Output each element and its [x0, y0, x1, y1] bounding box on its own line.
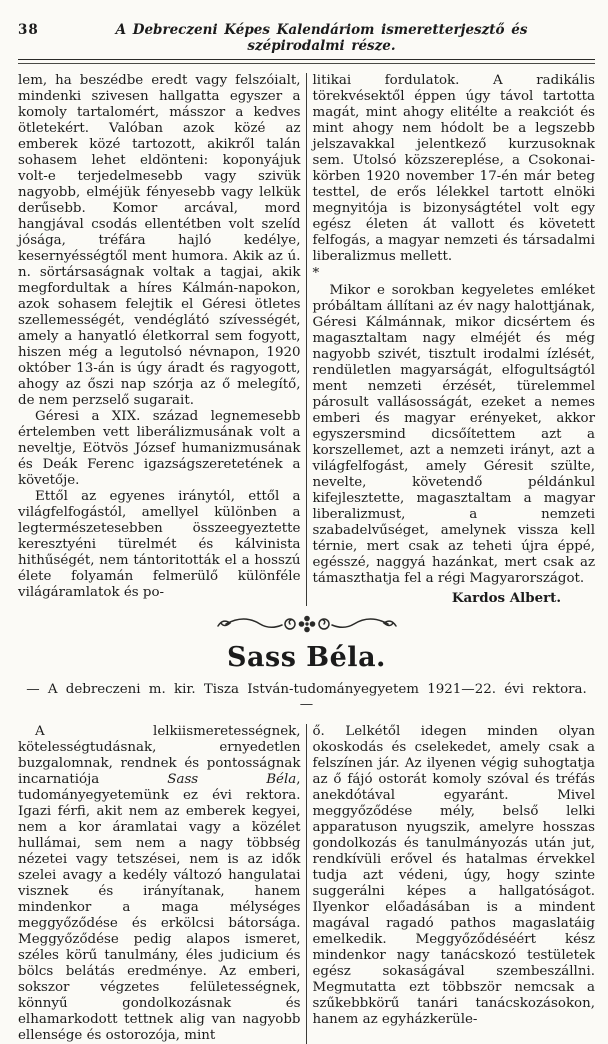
paragraph: Géresi a XIX. század legnemesebb értelemben vett liberálizmusának volt a neveltje, Eötvös József humanizmusának és Deák Ferenc igazságszeretetének a követője.	[18, 409, 301, 488]
column-rule-divider	[306, 73, 307, 606]
paragraph: litikai fordulatok. A radikális törekvésektől éppen úgy távol tartotta magát, mint ahogy elitélte a reakciót és mint ahogy nem hódolt be a legszebb jelszavakkal jelentkező kurzusoknak sem. Utolsó közszereplése, a Csokonai-körben 1920 november 17-én már beteg testtel, de erős lélekkel tartott elnöki megnyitója is bizonyságtétel volt egy egész életen át vallott és követett felfogás, a magyar nemzeti és társadalmi liberalizmus mellett.	[312, 73, 595, 264]
column-rule-divider	[306, 724, 307, 1044]
article1-columns	[18, 73, 595, 606]
asterisk-separator: *	[312, 266, 320, 281]
author-signature: Kardos Albert.	[451, 590, 561, 606]
person-name-emphasis: Sass Béla	[167, 772, 297, 787]
paragraph: Mikor e sorokban kegyeletes emléket próbáltam állítani az év nagy halottjának, Géresi Kálmánnak, mikor dicsértem és magasztaltam nagy elméjét és még nagyobb szivét, tisztult irodalmi ízlését, rendületlen magyarságát, elfogultságtól ment nemzeti érzését, türelemmel párosult vallásosságát, ezeket a nemes emberi és magyar erényeket, akkor egyszersmind dicsőítettem azt a korszellemet, azt a nemzeti irányt, azt a világfelfogást, amely Géresit szülte, nevelte, követendő példánkul kifejlesztette, magasztaltam a magyar liberalizmust, a nemzeti szabadelvűséget, amelynek vissza kell térnie, mert csak az teheti újra éppé, egésszé, naggyá hazánkat, mert csak az támaszthatja fel a régi Magyarországot.	[312, 283, 595, 586]
paragraph-text: A lelkiismeretességnek, kötelességtudásnak, ernyedetlen buzgalomnak, rendnek és pontosságnak incarnatiója	[18, 724, 301, 787]
paragraph: lem, ha beszédbe eredt vagy felszóialt, mindenki szivesen hallgatta egyszer a komoly tartalomért, másszor a kedves ötletekért. Valóban azok közé az emberek közé tartozott, akikről talán sohasem lehet eldönteni: koponyájuk volt-e terjedelmesebb vagy szivük nagyobb, elméjük fényesebb vagy lelkük derűsebb. Komor arcával, mord hangjával csodás ellentétben volt szelíd jósága, tréfára hajló kedélye, kesernyésségtől ment humora. Akik az ú. n. sörtársaságnak voltak a tagjai, akik megfordultak a híres Kálmán-napokon, azok sohasem felejtik el Géresi ötletes szellemességét, vendéglátó szívességét, amely a hanyatló életkorral sem fogyott, hiszen még a legutolsó névnapon, 1920 október 13-án is úgy áradt és ragyogott, ahogy az őszi nap szórja az ő melegítő, de nem perzselő sugarait.	[18, 73, 301, 408]
page-number: 38	[18, 22, 39, 38]
article2-left-column	[18, 724, 301, 1044]
article2-right-column	[313, 724, 596, 1044]
paragraph	[18, 724, 301, 1044]
paragraph: Ettől az egyenes iránytól, ettől a világfelfogástól, amellyel különben a legtermészetesebben összeegyeztette keresztyéni türelmét és kálvinista hithűségét, nem tántoritották el a hosszú élete folyamán felmerülő különféle világáramlatok és po-	[18, 489, 301, 600]
article2-columns	[18, 724, 595, 1044]
section-divider	[18, 613, 595, 637]
article-subtitle: — A debreczeni m. kir. Tisza István-tudományegyetem 1921—22. évi rektora. —	[26, 682, 587, 712]
header-rule-divider	[18, 59, 595, 64]
page-header	[18, 22, 595, 54]
paragraph-text: , tudományegyetemünk ez évi rektora. Igazi férfi, akit nem az emberek kegyei, nem a kor áramlatai vagy a közélet hullámai, sem nem a nagy többség nézetei vagy tetszései, nem is az idők szelei avagy a kedély változó hangulatai visznek és irányítanak, hanem mindenkor a maga mélységes meggyőződése és erkölcsi bátorsága. Meggyőződése pedig alapos ismeret, széles körű tanulmány, éles judicium és bölcs belátás eredménye. Az emberi, sokszor végzetes felületességnek, könnyű gondolkozásnak és elhamarkodott tettnek alig van nagyobb ellensége és ostorozója, mint	[18, 772, 301, 1043]
article-title: Sass Béla.	[227, 642, 386, 673]
ornament-flourish-icon	[212, 620, 402, 639]
article1-left-column	[18, 73, 301, 606]
article1-right-column	[313, 73, 596, 606]
paragraph: ő. Lelkétől idegen minden olyan okoskodás és cselekedet, amely csak a felszínen jár. Az ilyenen végig suhogtatja az ő fájó ostorát komoly szóval és tréfás anekdótával egyaránt. Mivel meggyőződése mély, belső lelki apparatuson nyugszik, amelyre hosszas gondolkozás és tanulmányozás után jut, rendkívüli erővel és hatalmas érvekkel tudja azt védeni, úgy, hogy szinte suggerálni képes a hallgatóságot. Ilyenkor előadásában is a mindent magával ragadó pathos magaslatáig emelkedik. Meggyőződéséért kész mindenkor nagy tanácskozó testületek egész sokaságával szembeszállni. Megmutatta ezt többször nemcsak a szűkebbkörű tanári tanácskozásokon, hanem az egyházkerüle-	[312, 724, 595, 1027]
header-title: A Debreczeni Képes Kalendáriom ismeretterjesztő és szépirodalmi része.	[115, 22, 528, 54]
